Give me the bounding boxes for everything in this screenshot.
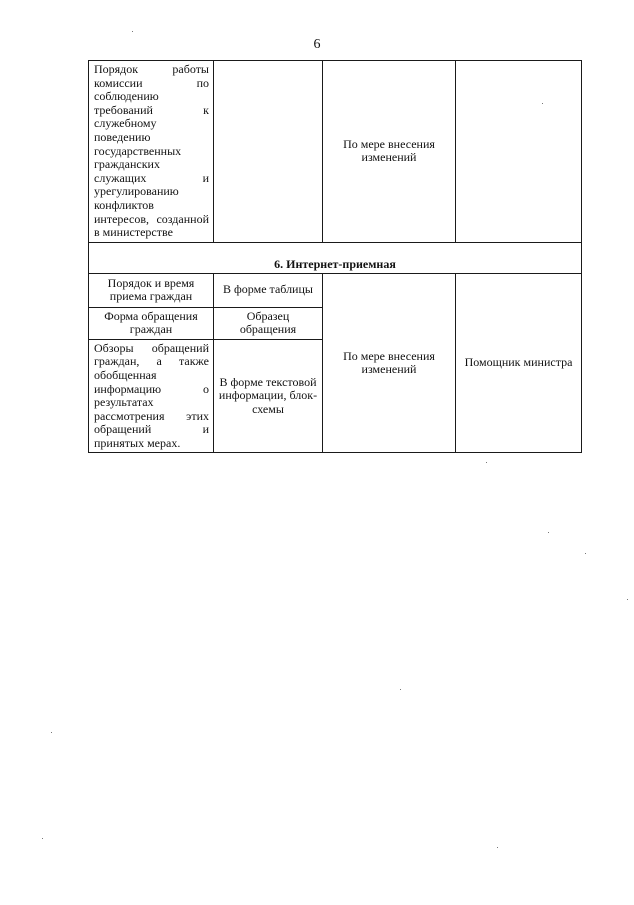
reception-responsible-cell: Помощник министра (456, 273, 582, 453)
table-row-reception-hours (89, 273, 582, 307)
scan-speck (132, 31, 133, 32)
appeal-form-doc-cell: Форма обращения граждан (89, 307, 214, 339)
appeal-reviews-doc-cell: Обзоры обращений граждан, а также обобщенная информацию о результатах рассмотрения этих обращений и принятых мерах. (89, 339, 214, 453)
reception-hours-format-cell: В форме таблицы (214, 273, 323, 307)
scan-speck (585, 553, 586, 554)
commission-responsible-cell (456, 61, 582, 243)
appeal-form-format-cell: Образец обращения (214, 307, 323, 339)
scan-speck (548, 532, 549, 533)
reception-hours-doc-cell: Порядок и время приема граждан (89, 273, 214, 307)
section-title: 6. Интернет-приемная (89, 242, 582, 273)
scan-speck (497, 847, 498, 848)
scan-speck (627, 599, 628, 600)
appeal-reviews-format-cell: В форме текстовой информации, блок-схемы (214, 339, 323, 453)
reception-period-cell: По мере внесения изменений (323, 273, 456, 453)
table-row-commission (89, 61, 582, 243)
commission-format-cell (214, 61, 323, 243)
page-number: 6 (313, 37, 321, 52)
scan-speck (51, 732, 52, 733)
commission-doc-cell: Порядок работы комиссии по соблюдению требований к служебному поведению государственных гражданских служащих и урегулированию конфликтов интересов, созданной в министерстве (89, 61, 214, 243)
scan-speck (542, 103, 543, 104)
scan-speck (400, 689, 401, 690)
table-row-section-heading (89, 242, 582, 273)
commission-period-cell: По мере внесения изменений (323, 61, 456, 243)
scan-speck (486, 462, 487, 463)
document-table (88, 60, 582, 453)
scan-speck (42, 838, 43, 839)
